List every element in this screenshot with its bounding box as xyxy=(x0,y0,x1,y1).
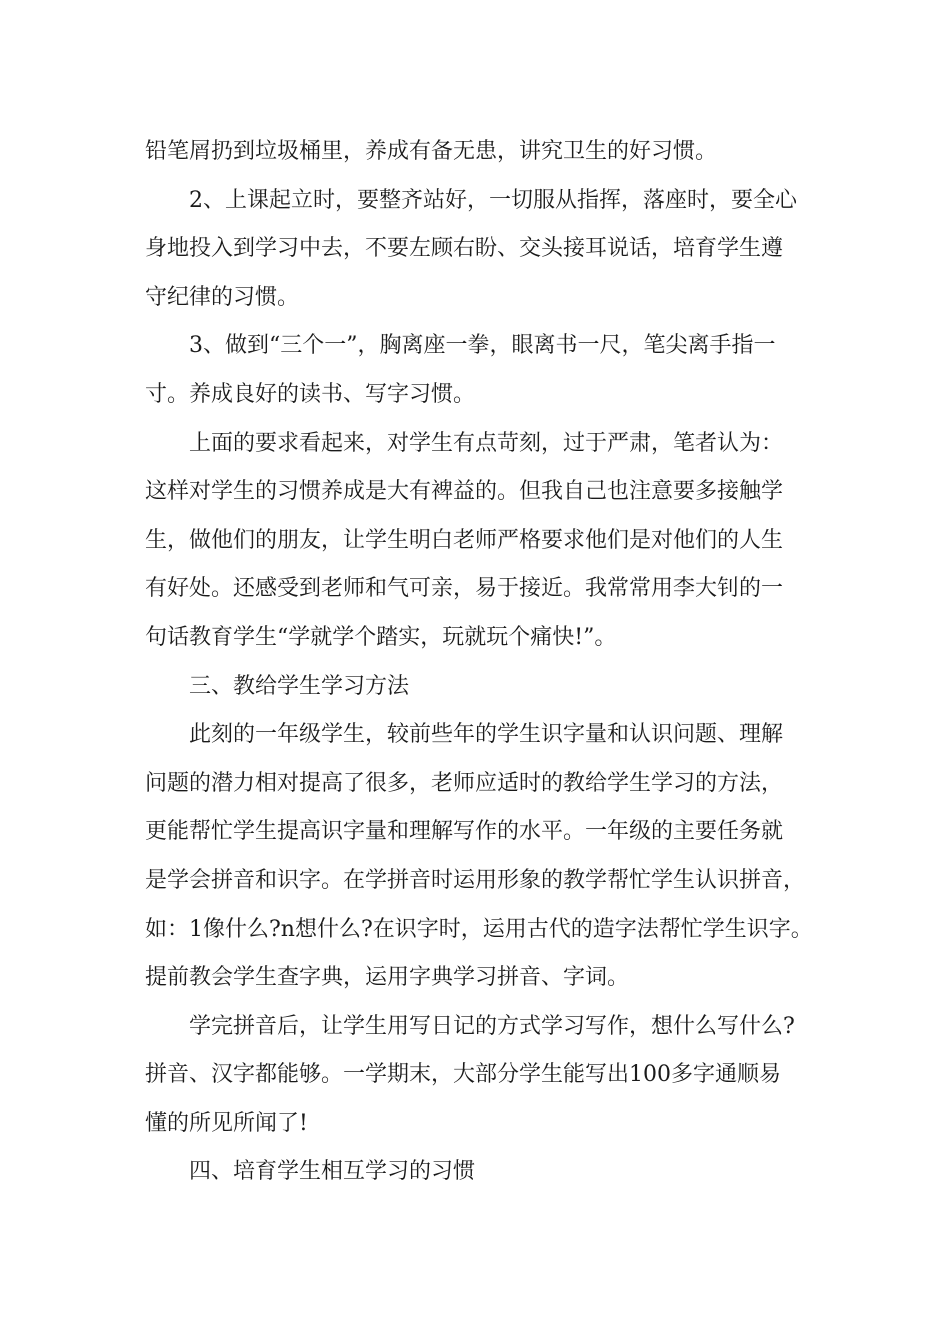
text-line: 拼音、汉字都能够。一学期末，大部分学生能写出100多字通顺易 xyxy=(145,1062,781,1088)
text-line: 句话教育学生“学就学个踏实，玩就玩个痛快!”。 xyxy=(145,624,617,650)
text-line: 3、做到“三个一”，胸离座一拳，眼离书一尺，笔尖离手指一 xyxy=(189,333,776,359)
text-line: 更能帮忙学生提高识字量和理解写作的水平。一年级的主要任务就 xyxy=(145,819,784,845)
text-line: 守纪律的习惯。 xyxy=(145,284,300,310)
text-line: 如：1像什么?n想什么?在识字时，运用古代的造字法帮忙学生识字。 xyxy=(145,916,813,942)
text-line: 上面的要求看起来，对学生有点苛刻，过于严肃，笔者认为： xyxy=(189,430,784,456)
text-line: 身地投入到学习中去，不要左顾右盼、交头接耳说话，培育学生遵 xyxy=(145,236,784,262)
text-line: 这样对学生的习惯养成是大有裨益的。但我自己也注意要多接触学 xyxy=(145,479,784,505)
text-line: 学完拼音后，让学生用写日记的方式学习写作，想什么写什么? xyxy=(189,1013,795,1039)
text-line: 问题的潜力相对提高了很多，老师应适时的教给学生学习的方法， xyxy=(145,770,784,796)
text-line: 有好处。还感受到老师和气可亲，易于接近。我常常用李大钊的一 xyxy=(145,576,784,602)
text-line: 生，做他们的朋友，让学生明白老师严格要求他们是对他们的人生 xyxy=(145,527,784,553)
text-line: 此刻的一年级学生，较前些年的学生识字量和认识问题、理解 xyxy=(189,722,784,748)
text-line: 懂的所见所闻了! xyxy=(145,1110,308,1136)
section-heading: 三、教给学生学习方法 xyxy=(189,673,410,699)
text-line: 2、上课起立时，要整齐站好，一切服从指挥，落座时，要全心 xyxy=(189,187,797,213)
text-line: 提前教会学生查字典，运用字典学习拼音、字词。 xyxy=(145,965,630,991)
document-body xyxy=(145,128,835,1197)
text-line: 是学会拼音和识字。在学拼音时运用形象的教学帮忙学生认识拼音， xyxy=(145,867,806,893)
section-heading: 四、培育学生相互学习的习惯 xyxy=(189,1159,476,1185)
text-line: 寸。养成良好的读书、写字习惯。 xyxy=(145,381,476,407)
text-line: 铅笔屑扔到垃圾桶里，养成有备无患，讲究卫生的好习惯。 xyxy=(145,139,718,164)
